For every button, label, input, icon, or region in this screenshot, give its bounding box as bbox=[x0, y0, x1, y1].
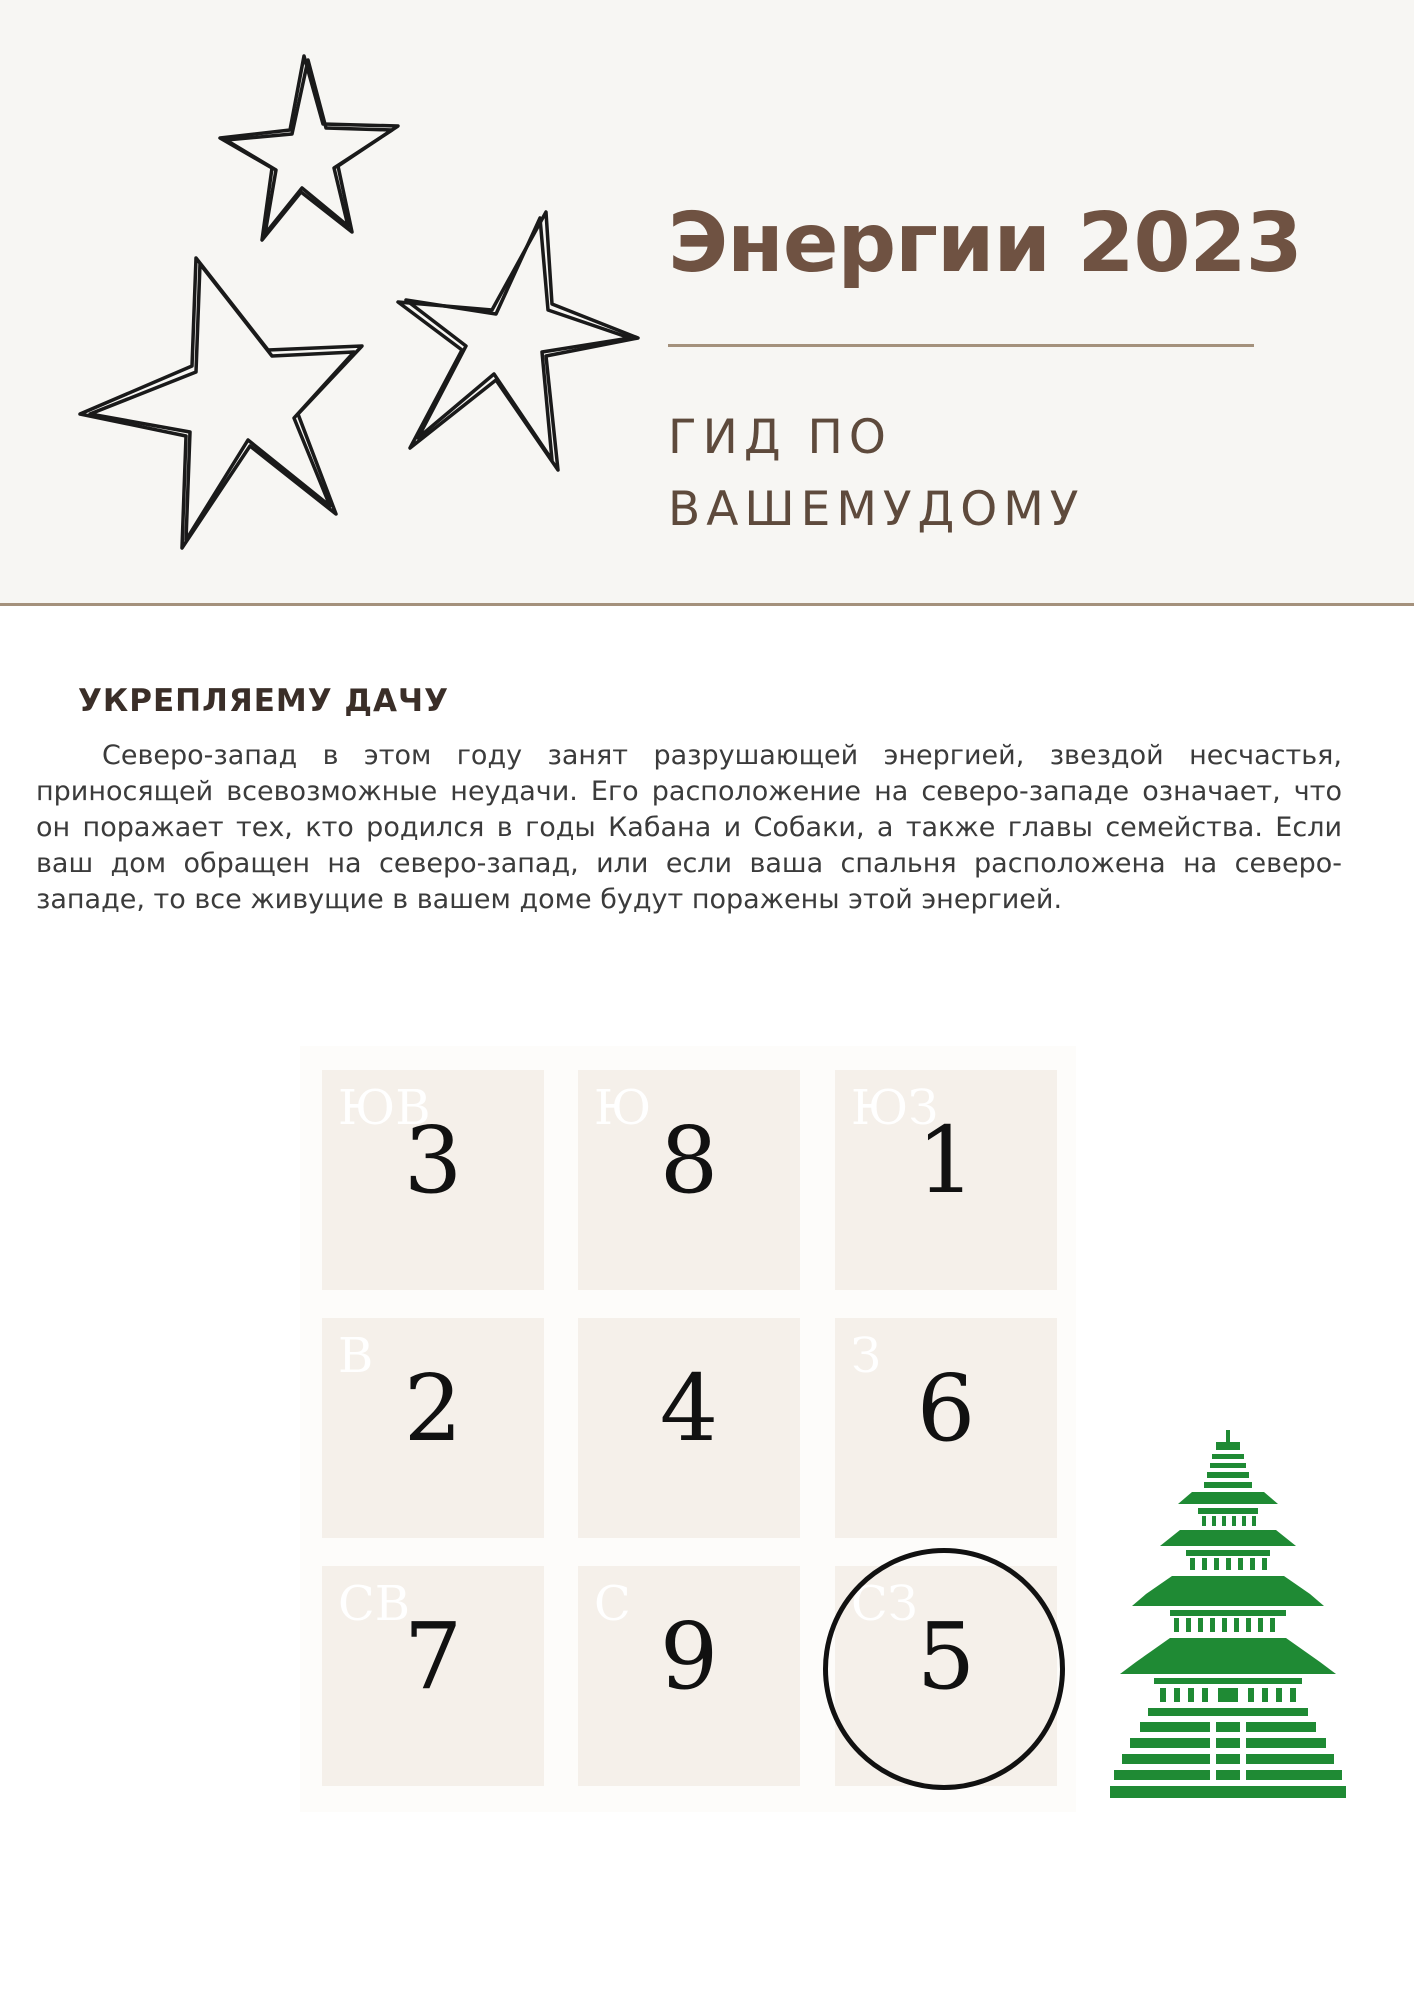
cell-number: 1 bbox=[916, 1107, 976, 1214]
grid-cell-southeast bbox=[322, 1070, 544, 1290]
subtitle-line-1: ГИД ПО bbox=[668, 410, 892, 465]
grid-cell-south bbox=[578, 1070, 800, 1290]
cell-number: 2 bbox=[403, 1355, 463, 1462]
grid-cell-east bbox=[322, 1318, 544, 1538]
header-divider bbox=[0, 603, 1414, 606]
cell-direction: В bbox=[338, 1328, 374, 1384]
section-paragraph: Северо-запад в этом году занят разрушающей энергией, звездой несчастья, приносящей всевозможные неудачи. Его расположение на северо-западе означает, что он поражает тех, кто родился в годы Кабана и Собаки, а также главы семейства. Если ваш дом обращен на северо-запад, или если ваша спальня расположена на северо-западе, то все живущие в вашем доме будут поражены этой энергией. bbox=[36, 740, 1342, 915]
subtitle-line-2: ВАШЕМУДОМУ bbox=[668, 482, 1085, 537]
grid-cell-center bbox=[578, 1318, 800, 1538]
hand-drawn-stars-icon bbox=[0, 0, 660, 600]
page-subtitle bbox=[668, 402, 1084, 546]
section-heading: УКРЕПЛЯЕМУ ДАЧУ bbox=[78, 683, 449, 719]
grid-cell-southwest bbox=[835, 1070, 1057, 1290]
title-divider bbox=[668, 344, 1254, 347]
cell-number: 6 bbox=[916, 1355, 976, 1462]
cell-number: 8 bbox=[659, 1107, 719, 1214]
cell-direction: Ю bbox=[594, 1080, 652, 1136]
cell-direction: С bbox=[594, 1576, 631, 1632]
cell-number: 9 bbox=[659, 1603, 719, 1710]
cell-number: 3 bbox=[403, 1107, 463, 1214]
cell-number: 7 bbox=[403, 1603, 463, 1710]
header-band bbox=[0, 0, 1414, 605]
cell-direction: СЗ bbox=[851, 1576, 918, 1632]
cell-direction: ЮЗ bbox=[851, 1080, 939, 1136]
grid-cell-northeast bbox=[322, 1566, 544, 1786]
cell-direction: СВ bbox=[338, 1576, 410, 1632]
cell-direction: З bbox=[851, 1328, 881, 1384]
highlight-circle bbox=[823, 1548, 1065, 1790]
cell-number: 4 bbox=[659, 1355, 719, 1462]
grid-cell-north bbox=[578, 1566, 800, 1786]
pagoda-icon bbox=[1110, 1430, 1346, 1802]
page-title: Энергии 2023 bbox=[668, 196, 1302, 291]
grid-cell-west bbox=[835, 1318, 1057, 1538]
cell-direction: ЮВ bbox=[338, 1080, 431, 1136]
cell-number: 5 bbox=[916, 1603, 976, 1710]
